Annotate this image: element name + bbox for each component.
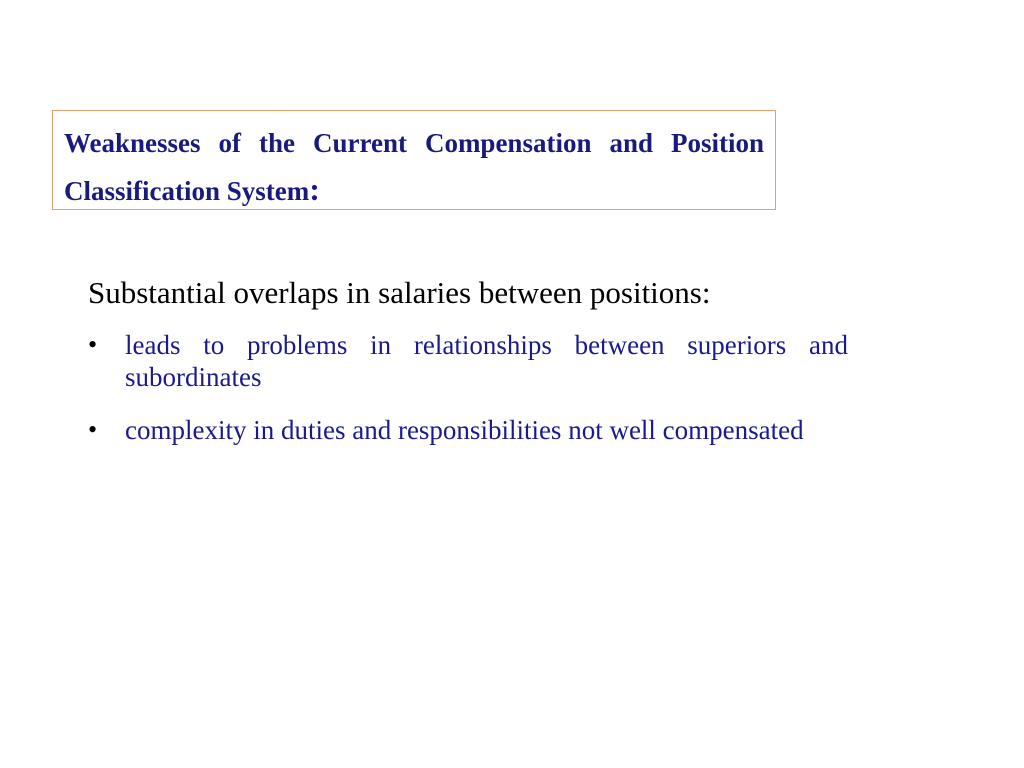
bullet-text: leads to problems in relationships between superiors and subordinates (125, 330, 848, 392)
slide-body (88, 276, 848, 467)
slide-title-text: Weaknesses of the Current Compensation and Position Classification System (64, 128, 764, 206)
bullet-dot-icon: • (88, 415, 98, 444)
bullet-dot-icon: • (88, 330, 98, 359)
bullet-list (88, 329, 848, 446)
section-heading: Substantial overlaps in salaries between positions: (88, 275, 711, 310)
bullet-item (88, 329, 848, 393)
bullet-text: complexity in duties and responsibilities not well compensated (125, 415, 804, 445)
slide-title-colon: : (309, 171, 320, 207)
bullet-item (88, 414, 848, 446)
slide-title (64, 120, 764, 214)
title-box (52, 110, 776, 210)
